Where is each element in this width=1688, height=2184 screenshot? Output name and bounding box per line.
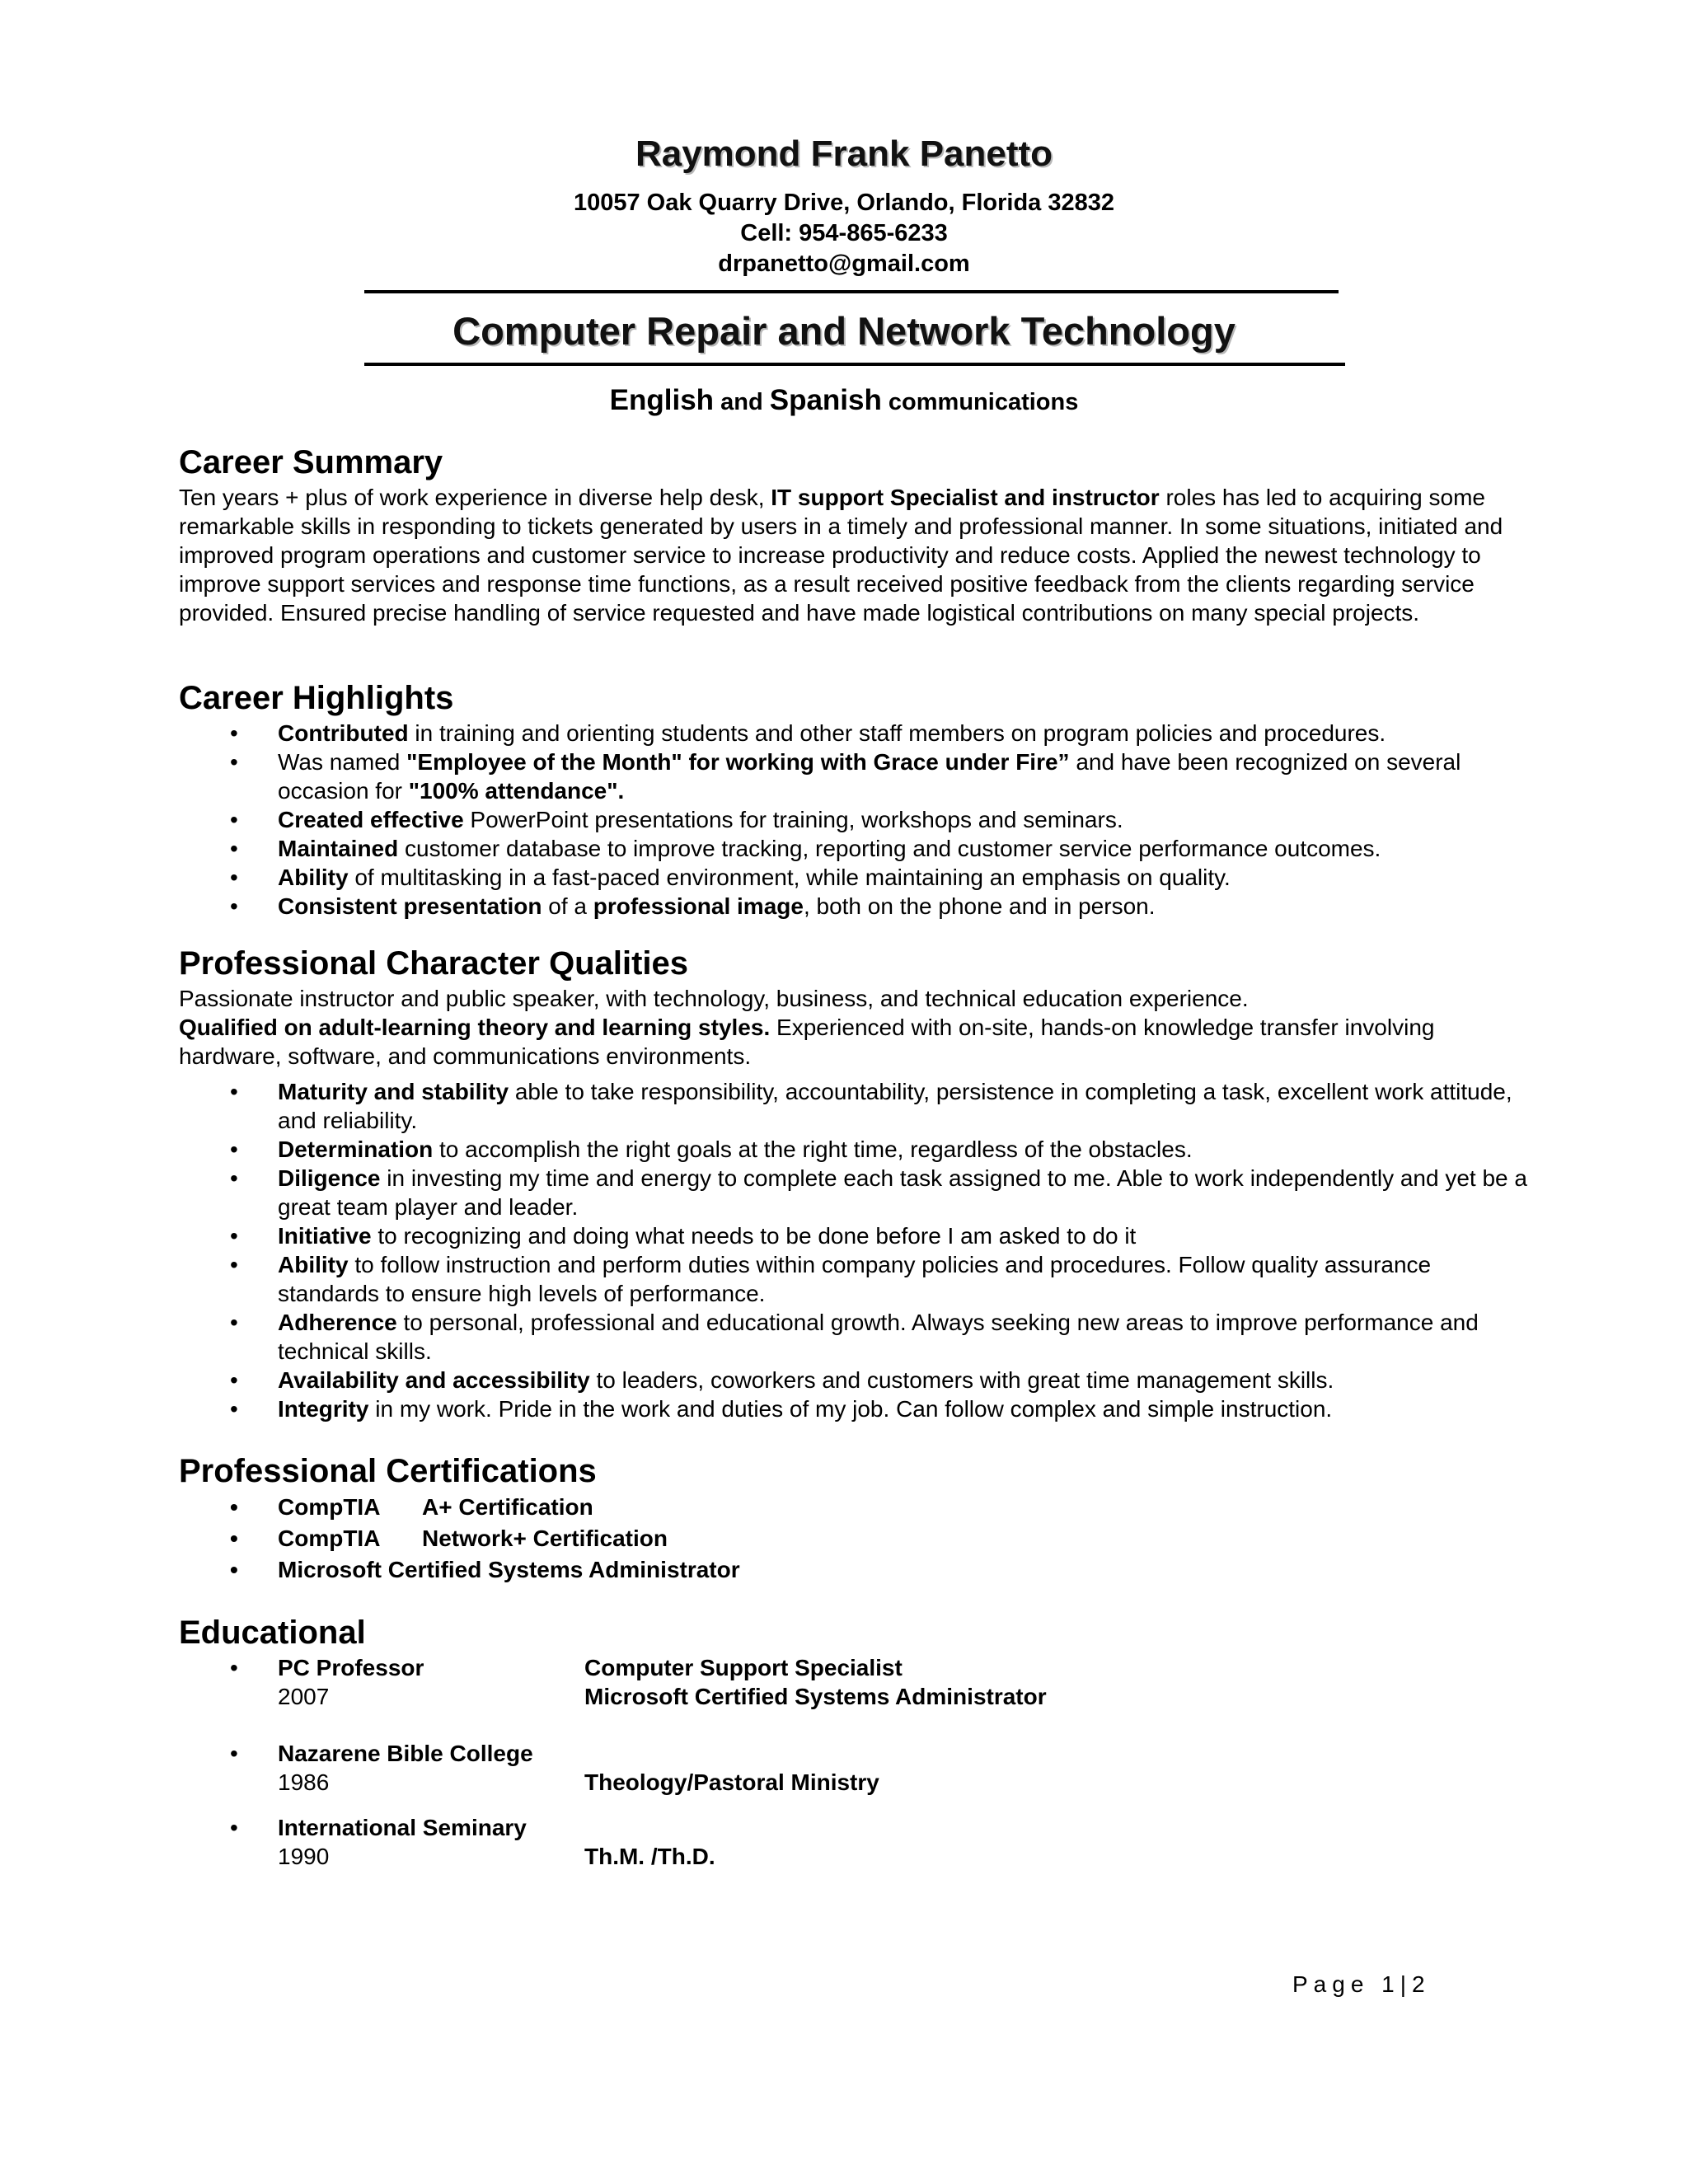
character-qualities-section — [179, 943, 1531, 1423]
list-item: • Nazarene Bible College 1986 Theology/Pastoral Ministry — [179, 1739, 1531, 1797]
list-item: • Maturity and stability able to take responsibility, accountability, persistence in completing a task, excellent work attitude, and reliability. — [179, 1077, 1531, 1135]
list-item: • Contributed in training and orienting students and other staff members on program policies and procedures. — [179, 719, 1531, 748]
languages: English and Spanish communications — [609, 384, 1079, 416]
cell-phone: Cell: 954-865-6233 — [740, 220, 948, 246]
list-item: • Determination to accomplish the right goals at the right time, regardless of the obstacles. — [179, 1135, 1531, 1164]
certifications-list — [179, 1492, 1531, 1586]
list-item: • Was named "Employee of the Month" for working with Grace under Fire” and have been recognized on several occasion for "100% attendance". — [179, 748, 1531, 805]
language-spanish: Spanish — [769, 384, 882, 416]
career-summary-section — [179, 442, 1531, 627]
qualities-paragraph-1: Passionate instructor and public speaker, with technology, business, and technical education experience. — [179, 986, 1249, 1011]
list-item: • Ability to follow instruction and perform duties within company policies and procedures. Follow quality assurance standards to ensure high levels of performance. — [179, 1250, 1531, 1308]
list-item: • Adherence to personal, professional and educational growth. Always seeking new areas to improve performance and technical skills. — [179, 1308, 1531, 1366]
highlights-list — [179, 719, 1531, 921]
qualities-paragraph-2: Qualified on adult-learning theory and learning styles. Experienced with on-site, hands-on knowledge transfer involving hardware, software, and communications environments. — [179, 1015, 1435, 1069]
list-item: • CompTIA A+ Certification — [179, 1492, 1531, 1523]
list-item: • Initiative to recognizing and doing what needs to be done before I am asked to do it — [179, 1221, 1531, 1250]
email: drpanetto@gmail.com — [718, 251, 970, 277]
address: 10057 Oak Quarry Drive, Orlando, Florida 32832 — [573, 190, 1115, 216]
education-list — [179, 1653, 1531, 1871]
candidate-name: Raymond Frank Panetto — [635, 134, 1053, 174]
section-heading: Professional Certifications — [179, 1453, 597, 1489]
certifications-section — [179, 1451, 1531, 1586]
job-title: Computer Repair and Network Technology — [452, 309, 1236, 353]
header-rule-top — [364, 290, 1339, 293]
list-item: • Ability of multitasking in a fast-paced environment, while maintaining an emphasis on quality. — [179, 863, 1531, 892]
qualities-list — [179, 1077, 1531, 1423]
list-item: • CompTIA Network+ Certification — [179, 1523, 1531, 1554]
career-highlights-section — [179, 677, 1531, 921]
header-rule-bottom — [364, 363, 1345, 366]
list-item: • Integrity in my work. Pride in the work and duties of my job. Can follow complex and simple instruction. — [179, 1394, 1531, 1423]
section-heading: Professional Character Qualities — [179, 945, 689, 982]
list-item: • Availability and accessibility to leaders, coworkers and customers with great time management skills. — [179, 1366, 1531, 1394]
language-english: English — [609, 384, 715, 416]
summary-paragraph: Ten years + plus of work experience in diverse help desk, IT support Specialist and instructor roles has led to acquiring some remarkable skills in responding to tickets generated by users in a timely and professional manner. In some situations, initiated and improved program operations and customer service to increase productivity and reduce costs. Applied the newest technology to improve support services and response time functions, as a result received positive feedback from the clients regarding service provided. Ensured precise handling of service requested and have made logistical contributions on many special projects. — [179, 485, 1503, 626]
list-item: • Created effective PowerPoint presentations for training, workshops and seminars. — [179, 805, 1531, 834]
list-item: • PC Professor Computer Support Specialist 2007 Microsoft Certified Systems Administrator — [179, 1653, 1531, 1711]
education-section — [179, 1612, 1531, 1871]
list-item: • Diligence in investing my time and energy to complete each task assigned to me. Able to work independently and yet be a great team player and leader. — [179, 1164, 1531, 1221]
section-heading: Career Highlights — [179, 680, 454, 716]
section-heading: Educational — [179, 1615, 366, 1651]
page-number: Page 1|2 — [1292, 1971, 1431, 1997]
list-item: • Maintained customer database to improve tracking, reporting and customer service performance outcomes. — [179, 834, 1531, 863]
section-heading: Career Summary — [179, 444, 443, 480]
list-item: • Consistent presentation of a professional image, both on the phone and in person. — [179, 892, 1531, 921]
list-item: • International Seminary 1990 Th.M. /Th.D. — [179, 1813, 1531, 1871]
list-item: • Microsoft Certified Systems Administrator — [179, 1554, 1531, 1586]
